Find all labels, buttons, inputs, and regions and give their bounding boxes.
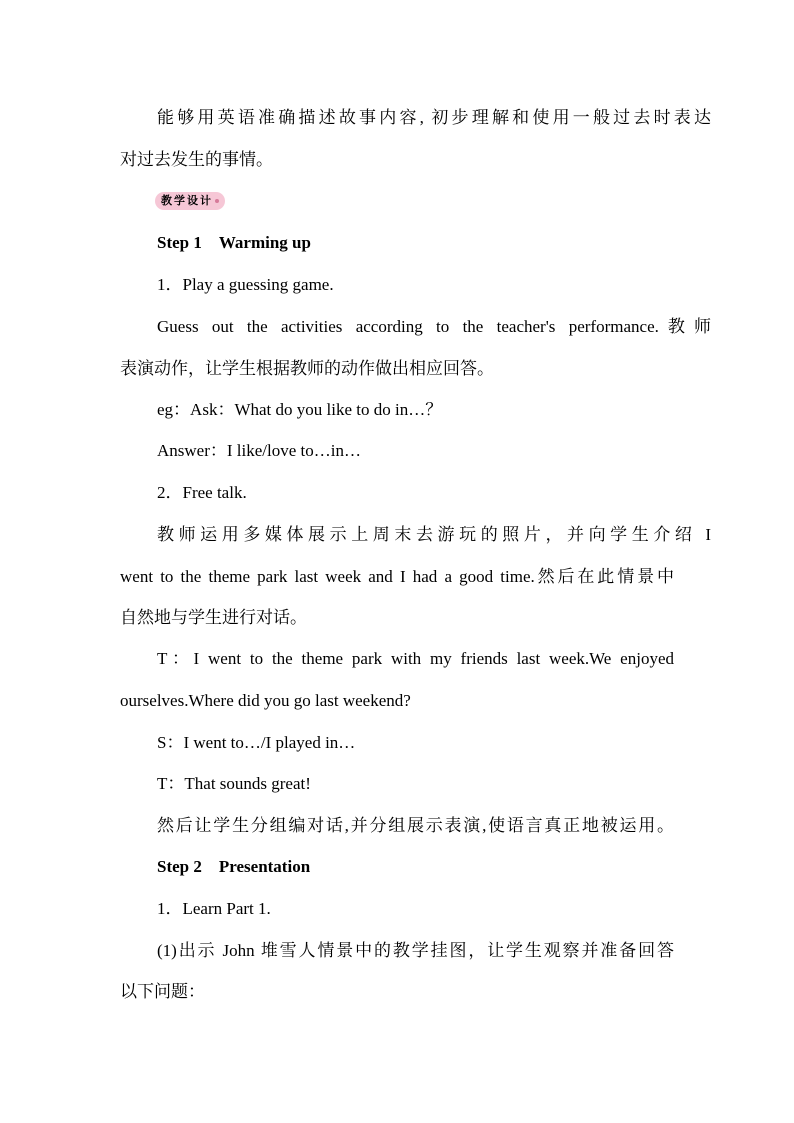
dialogue-line: S：I went to…/I played in…: [157, 733, 356, 752]
paragraph-line: 能够用英语准确描述故事内容, 初步理解和使用一般过去时表达: [157, 108, 711, 127]
paragraph-line: 教师运用多媒体展示上周末去游玩的照片，并向学生介绍 I: [157, 525, 711, 544]
numbered-item: 1．Play a guessing game.: [157, 275, 334, 294]
dialogue-line: ourselves.Where did you go last weekend?: [120, 691, 411, 710]
section-badge-label: 教学设计: [161, 195, 213, 207]
dialogue-line: T：That sounds great!: [157, 774, 311, 793]
section-badge: [155, 192, 225, 210]
example-line: Answer：I like/love to…in…: [157, 441, 361, 460]
numbered-item: 1．Learn Part 1.: [157, 899, 271, 918]
paragraph-line: 对过去发生的事情。: [120, 150, 273, 169]
badge-dot-icon: [215, 199, 219, 203]
step-heading: Step 1 Warming up: [157, 233, 311, 252]
paragraph-line: 自然地与学生进行对话。: [120, 608, 307, 627]
paragraph-line: 以下问题：: [120, 982, 205, 1001]
paragraph-line: Guess out the activities according to the teacher's performance.教师: [157, 317, 711, 336]
step-heading: Step 2 Presentation: [157, 857, 311, 876]
example-line: eg：Ask：What do you like to do in…？: [157, 400, 443, 419]
numbered-item: 2．Free talk.: [157, 483, 247, 502]
paragraph-line: 表演动作，让学生根据教师的动作做出相应回答。: [120, 359, 494, 378]
dialogue-line: T：I went to the theme park with my friends last week.We enjoyed: [157, 649, 674, 668]
paragraph-line: 然后让学生分组编对话,并分组展示表演,使语言真正地被运用。: [157, 816, 674, 835]
paragraph-line: (1)出示 John 堆雪人情景中的教学挂图，让学生观察并准备回答: [157, 941, 674, 960]
paragraph-line: went to the theme park last week and I had a good time.然后在此情景中: [120, 567, 674, 586]
